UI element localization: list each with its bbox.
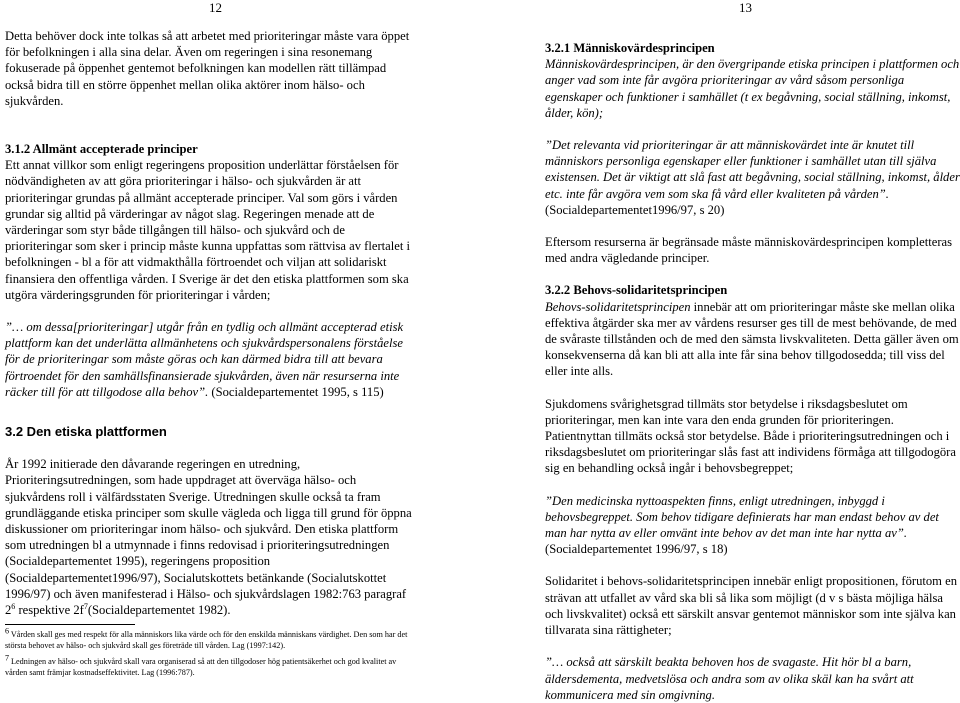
- heading-3-2: 3.2 Den etiska plattformen: [5, 424, 167, 440]
- page-number-right: 13: [739, 0, 752, 15]
- paragraph-3-2-1-b: Eftersom resurserna är begränsade måste människovärdesprincipen kompletteras med andra vägledande principer.: [545, 235, 953, 266]
- block-quote-1-text: ”… om dessa[prioriteringar] utgår från en tydlig och allmänt accepterad etisk plattform kan det underlätta allmänhetens och sjukvårdspersonalens förståelse för de prioriteringar som måste göras och kan därmed bidra till att bevara förtroendet för den samhällsfinansierade sjukvården, även när resurserna inte räcker till för att tillgodose alla behov”.: [5, 320, 404, 399]
- block-quote-3-reference: (Socialdepartementet 1996/97, s 18): [545, 542, 728, 557]
- footnote-6: [5, 626, 415, 651]
- paragraph-3-2-2-b: Sjukdomens svårighetsgrad tillmäts stor betydelse i riksdagsbeslutet om prioriteringar, men kan inte vara den enda grunden för prioriteringen. Patientnyttan tillmäts också stor betydelse. Både i prioriteringsutredningen och i riksdagsbeslutet om prioriteringar slås fast att individens förmåga att tillgodogöra sig en behandling också ingår i behovsbegreppet;: [545, 396, 956, 476]
- paragraph-3-2: [5, 456, 415, 618]
- paragraph-3-2-end: (Socialdepartementet 1982).: [87, 603, 231, 618]
- paragraph-3-1-2-b: Regeringen menade att de värderingar som styr både tillgången till hälso- och sjukvård och de prioriteringar som sker i princip måste kunna uppfattas som rättvisa av flertalet i befolkningen - bl a för att vidmakthålla förtroendet och viljan att solidariskt finansiera den offentliga vården. I Sverige är det den etiska plattformen som ska utgöra värderingsgrunden för prioriteringar i vården;: [5, 206, 410, 302]
- footnote-7-text: Ledningen av hälso- och sjukvård skall vara organiserad så att den tillgodoser hög patientsäkerhet och god kvalitet av vården samt främjar kostnadseffektivitet. Lag (1996:787).: [5, 657, 397, 677]
- footnote-7: [5, 653, 415, 678]
- left-page-column: [5, 28, 415, 678]
- block-quote-4: ”… också att särskilt beakta behoven hos de svagaste. Hit hör bl a barn, äldersdementa, medvetslösa och andra som av olika skäl kan ha svårt att kommunicera med sin omgivning.: [545, 655, 914, 702]
- paragraph-3-2-2-a-text: innebär att om prioriteringar måste ske mellan olika effektiva åtgärder ska mer av vårdens resurser ges till de mest behövande, de med de svåraste tillstånden och de med den sämsta livskvaliteten. Detta gäller även om konsekvenserna då kan bli att alla inte får sina behov tillgodosedda; till viss del eller inte alls.: [545, 299, 959, 379]
- intro-paragraph: Detta behöver dock inte tolkas så att arbetet med prioriteringar måste vara öppet för befolkningen i alla sina delar. Även om regeringen i sina resonemang fokuserade på öppenhet gentemot befolkningen kan modellen rätt tillämpad också bidra till en större öppenhet mellan olika aktörer inom hälso- och sjukvården.: [5, 29, 410, 108]
- heading-3-2-2: 3.2.2 Behovs-solidaritetsprincipen: [545, 283, 728, 298]
- block-quote-3: [545, 493, 960, 558]
- page-number-left: 12: [209, 0, 222, 15]
- paragraph-3-2-2-a: [545, 299, 960, 380]
- footnote-ref-6: 6: [11, 601, 16, 611]
- block-quote-2: [545, 137, 960, 218]
- paragraph-3-2-2-c: Solidaritet i behovs-solidaritetsprincipen innebär enligt propositionen, förutom en strävan att utfallet av vård ska bli så lika som möjligt (d v s bästa möjliga hälsa och livskvalitet) också ett särskilt ansvar gentemot människor som inte själva kan tillvarata sina rättigheter;: [545, 574, 958, 638]
- paragraph-3-2-mid: respektive 2f: [15, 603, 84, 618]
- heading-3-1-2: 3.1.2 Allmänt accepterade principer: [5, 142, 198, 157]
- paragraph-3-1-2: [5, 157, 415, 303]
- footnote-divider: [5, 624, 135, 625]
- heading-3-2-1: 3.2.1 Människovärdesprincipen: [545, 41, 715, 55]
- block-quote-3-text: ”Den medicinska nyttoaspekten finns, enligt utredningen, inbyggd i behovsbegreppet. Som behov tidigare definierats har man endast behov av det man har nytta av eller omvänt inte behov av det man inte har nytta av”.: [545, 493, 939, 541]
- footnote-ref-7: 7: [83, 601, 88, 611]
- paragraph-3-2-text: År 1992 initierade den dåvarande regeringen en utredning, Prioriteringsutredningen, som hade uppdraget att överväga hälso- och sjukvårdens roll i välfärdsstaten Sverige. Utredningen skulle också ta fram grundläggande etiska principer som skulle vägleda och ligga till grund för öppna diskussioner om prioriteringar inom hälso- och sjukvård. Den etiska plattform som utredningen bl a utmynnade i finns redovisad i prioriteringsutredningen (Socialdepartementet 1995), regeringens proposition (Socialdepartementet1996/97), Socialutskottets betänkande (Socialutskottet 1996/97) och även manifesterad i Hälso- och sjukvårdslagen 1982:763 paragraf 2: [5, 457, 412, 618]
- footnote-7-number: 7: [5, 653, 9, 663]
- paragraph-3-1-2-a: Ett annat villkor som enligt regeringens proposition underlättar förståelsen för nödvändigheten av att göra prioriteringar i hälso- och sjukvården är att prioriteringar grundas på allmänt accepterade principer. Val som görs i vården grundar sig alltid på värderingar av något slag.: [5, 158, 399, 221]
- footnote-6-number: 6: [5, 626, 9, 636]
- right-page-column: [545, 40, 960, 703]
- block-quote-2-reference: (Socialdepartementet1996/97, s 20): [545, 202, 725, 217]
- block-quote-1-reference: (Socialdepartementet 1995, s 115): [208, 384, 384, 399]
- paragraph-3-2-1: Människovärdesprincipen, är den övergripande etiska principen i plattformen och anger vad som inte får avgöra prioriteringar av vård såsom personliga egenskaper och funktioner i samhället (t ex begåvning, social ställning, inkomst, ålder, kön);: [545, 57, 960, 120]
- block-quote-2-text: ”Det relevanta vid prioriteringar är att människovärdet inte är knutet till människors personliga egenskaper eller funktioner i samhället utan till själva existensen. Det är viktigt att slå fast att begåvning, social ställning, inkomst, ålder etc. inte får avgöra vem som ska få vård eller kvaliteten på vården”.: [545, 138, 960, 201]
- footnote-6-text: Vården skall ges med respekt för alla människors lika värde och för den enskilda människans värdighet. Den som har det största behovet av hälso- och sjukvård skall ges företräde till vården. Lag (1997:142).: [5, 630, 408, 650]
- principle-term: Behovs-solidaritetsprincipen: [545, 299, 691, 314]
- block-quote-1: [5, 319, 415, 400]
